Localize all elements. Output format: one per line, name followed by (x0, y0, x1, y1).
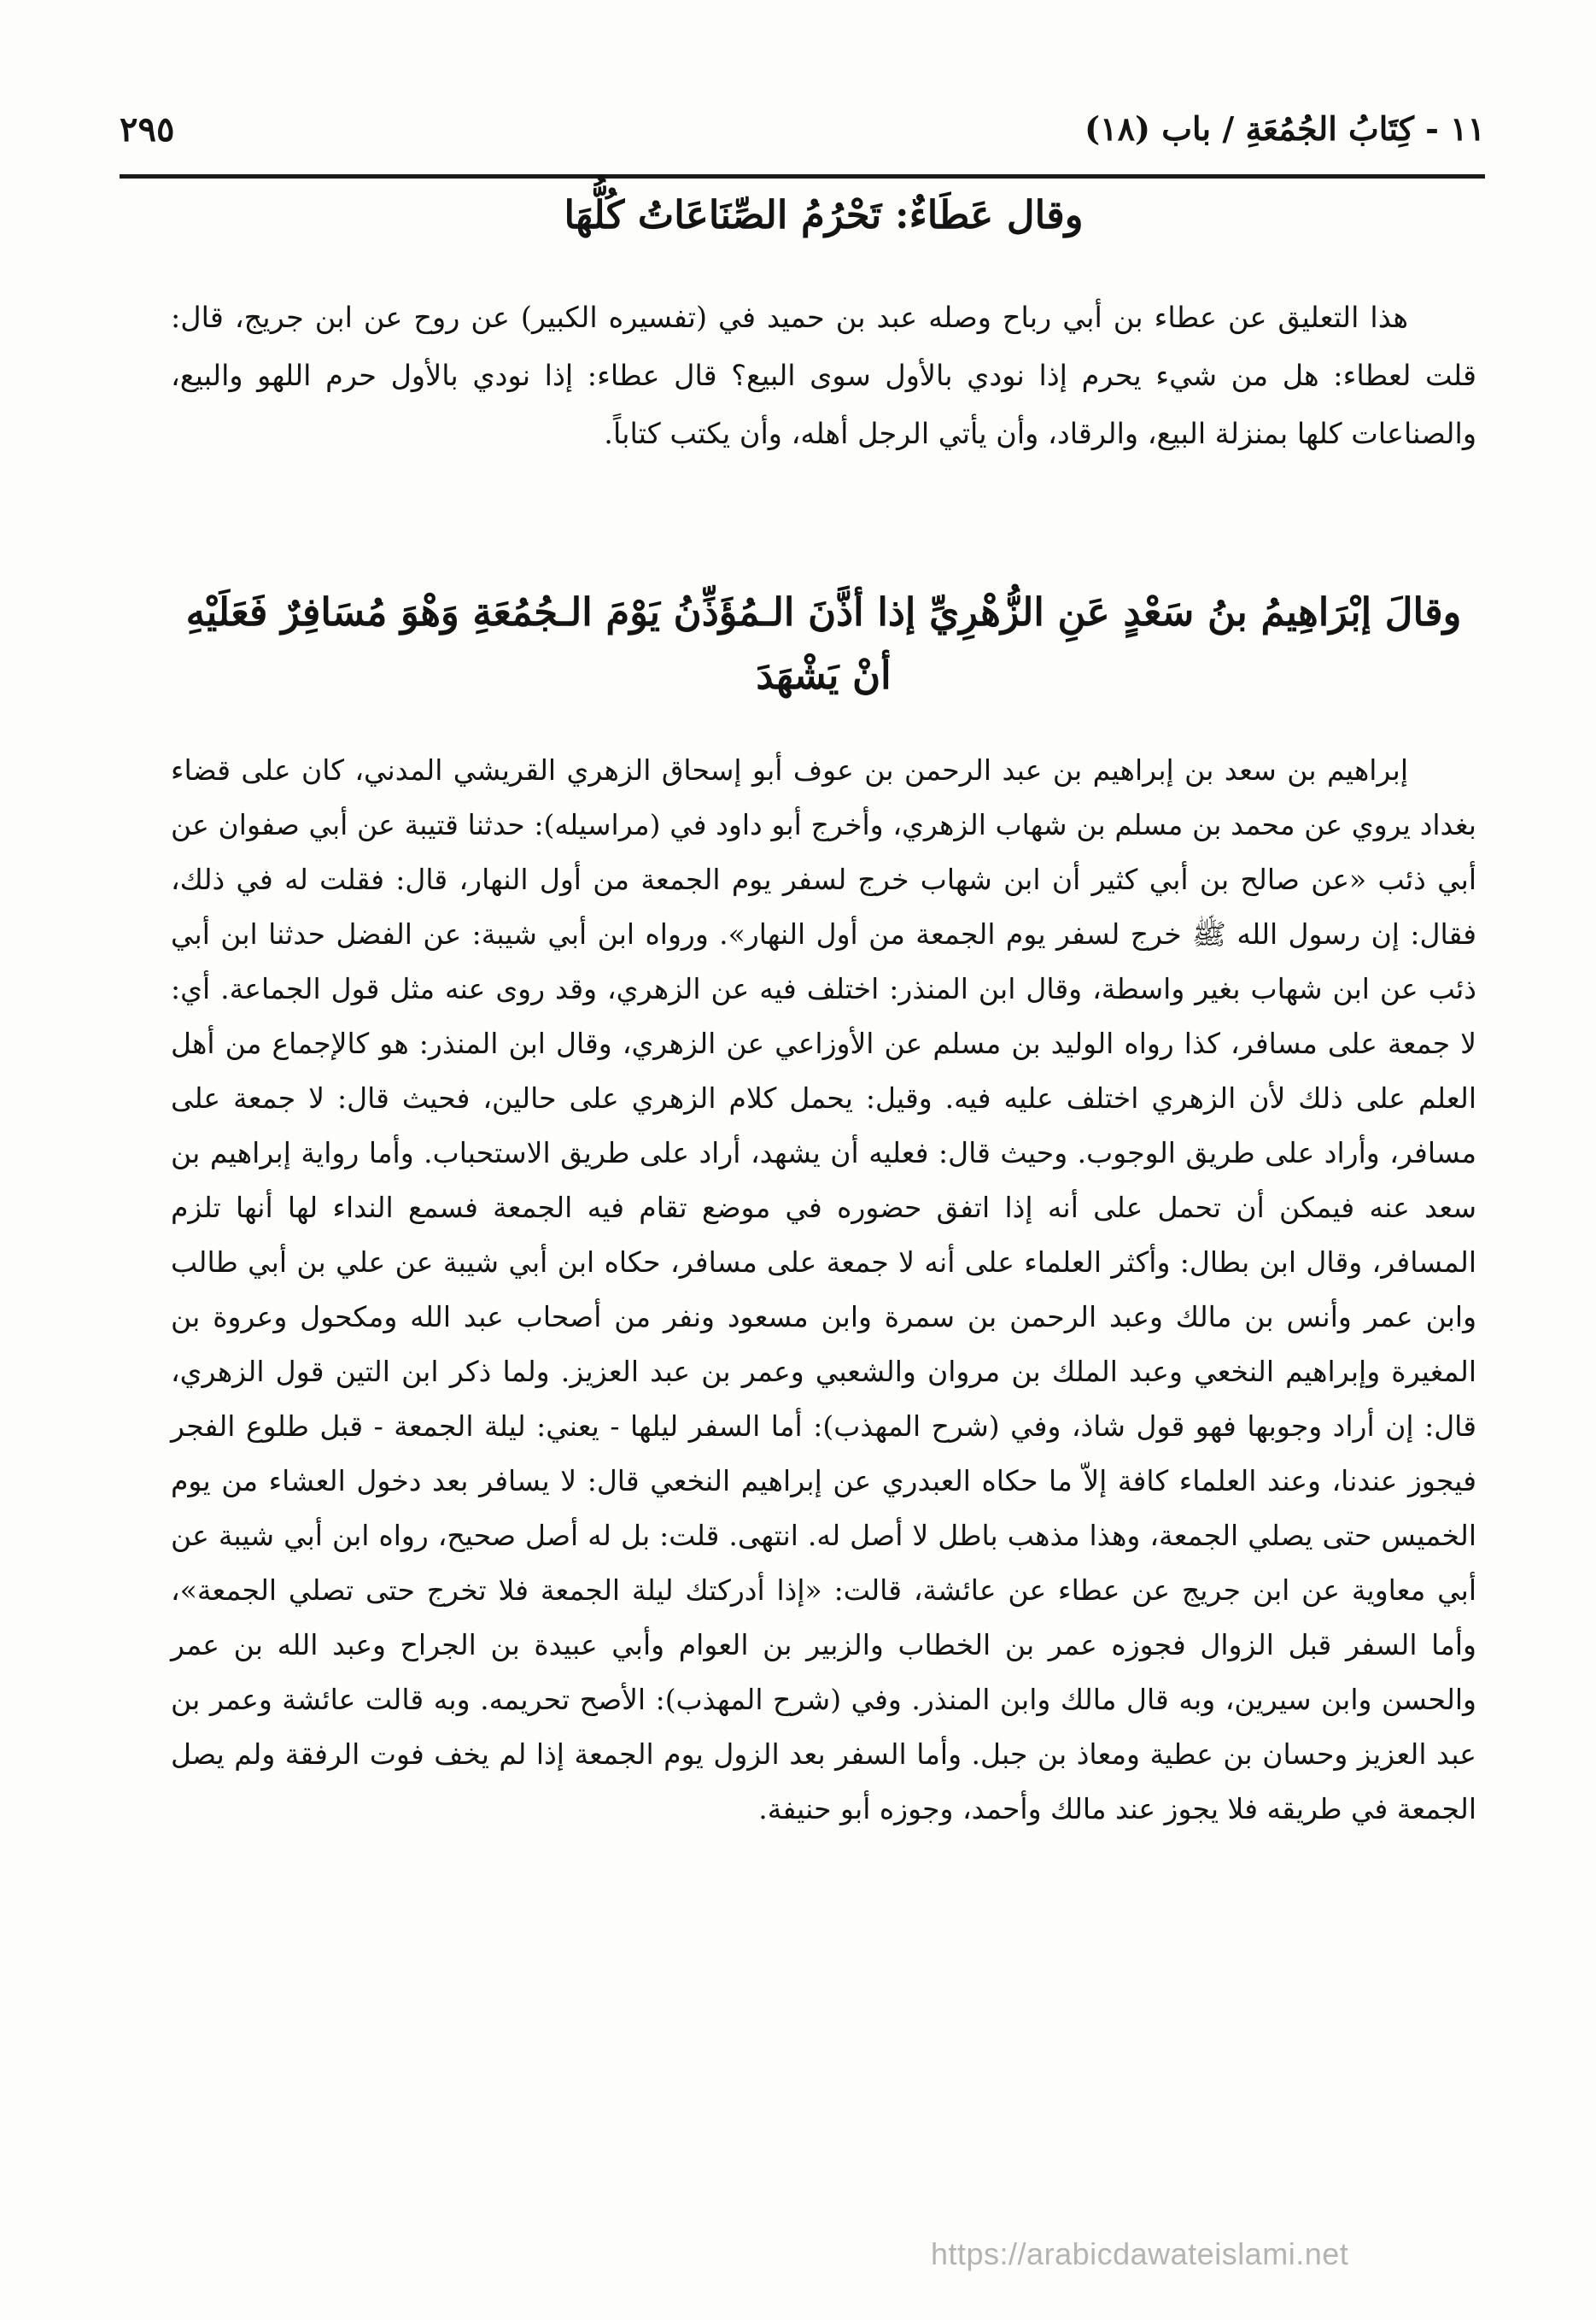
page-number: ٢٩٥ (120, 109, 175, 149)
section-heading: وقالَ إبْرَاهِيمُ بنُ سَعْدٍ عَنِ الزُّهْرِيِّ إذا أذَّنَ الـمُؤَذِّنُ يَوْمَ الـجُمُعَةِ وَهْوَ مُسَافِرٌ فَعَلَيْهِ أنْ يَشْهَدَ (185, 589, 1462, 698)
running-header (120, 103, 1485, 167)
watermark-url: https://arabicdawateislami.net (931, 2236, 1349, 2271)
header-divider (120, 174, 1485, 179)
chapter-title: ١١ - كِتَابُ الجُمُعَةِ / باب (١٨) (1084, 109, 1485, 148)
section-heading: وقال عَطَاءٌ: تَحْرُمُ الصِّنَاعَاتُ كُلُّهَا (564, 192, 1084, 237)
commentary-paragraph: هذا التعليق عن عطاء بن أبي رباح وصله عبد بن حميد في (تفسيره الكبير) عن روح عن ابن جريج، قال: قلت لعطاء: هل من شيء يحرم إذا نودي بالأول سوى البيع؟ قال عطاء: إذا نودي بالأول حرم اللهو والبيع، والصناعات كلها بمنزلة البيع، والرقاد، وأن يأتي الرجل أهله، وأن يكتب كتاباً. (171, 301, 1476, 450)
commentary-paragraph: إبراهيم بن سعد بن إبراهيم بن عبد الرحمن بن عوف أبو إسحاق الزهري القريشي المدني، كان على قضاء بغداد يروي عن محمد بن مسلم بن شهاب الزهري، وأخرج أبو داود في (مراسيله): حدثنا قتيبة عن أبي صفوان عن أبي ذئب «عن صالح بن أبي كثير أن ابن شهاب خرج لسفر يوم الجمعة من أول النهار، قال: فقلت له في ذلك، فقال: إن رسول الله ﷺ خرج لسفر يوم الجمعة من أول النهار». ورواه ابن أبي شيبة: عن الفضل حدثنا ابن أبي ذئب عن ابن شهاب بغير واسطة، وقال ابن المنذر: اختلف فيه عن الزهري، وقد روى عنه مثل قول الجماعة. أي: لا جمعة على مسافر، كذا رواه الوليد بن مسلم عن الأوزاعي عن الزهري، وقال ابن المنذر: هو كالإجماع من أهل العلم على ذلك لأن الزهري اختلف عليه فيه. وقيل: يحمل كلام الزهري على حالين، فحيث قال: لا جمعة على مسافر، وأراد على طريق الوجوب. وحيث قال: فعليه أن يشهد، أراد على طريق الاستحباب. وأما رواية إبراهيم بن سعد عنه فيمكن أن تحمل على أنه إذا اتفق حضوره في موضع تقام فيه الجمعة فسمع النداء لها أنها تلزم المسافر، وقال ابن بطال: وأكثر العلماء على أنه لا جمعة على مسافر، حكاه ابن أبي شيبة عن علي بن أبي طالب وابن عمر وأنس بن مالك وعبد الرحمن بن سمرة وابن مسعود ونفر من أصحاب عبد الله ومكحول وعروة بن المغيرة وإبراهيم النخعي وعبد الملك بن مروان والشعبي وعمر بن عبد العزيز. ولما ذكر ابن التين قول الزهري، قال: إن أراد وجوبها فهو قول شاذ، وفي (شرح المهذب): أما السفر ليلها - يعني: ليلة الجمعة - قبل طلوع الفجر فيجوز عندنا، وعند العلماء كافة إلاّ ما حكاه العبدري عن إبراهيم النخعي قال: لا يسافر بعد دخول العشاء من يوم الخميس حتى يصلي الجمعة، وهذا مذهب باطل لا أصل له. انتهى. قلت: بل له أصل صحيح، رواه ابن أبي شيبة عن أبي معاوية عن ابن جريج عن عطاء عن عائشة، قالت: «إذا أدركتك ليلة الجمعة فلا تخرج حتى تصلي الجمعة»، وأما السفر قبل الزوال فجوزه عمر بن الخطاب والزبير بن العوام وأبي عبيدة بن الجراح وعبد الله بن عمر والحسن وابن سيرين، وبه قال مالك وابن المنذر. وفي (شرح المهذب): الأصح تحريمه. وبه قالت عائشة وعمر بن عبد العزيز وحسان بن عطية ومعاذ بن جبل. وأما السفر بعد الزول يوم الجمعة إذا لم يخف فوت الرفقة ولم يصل الجمعة في طريقه فلا يجوز عند مالك وأحمد، وجوزه أبو حنيفة. (171, 753, 1476, 1825)
